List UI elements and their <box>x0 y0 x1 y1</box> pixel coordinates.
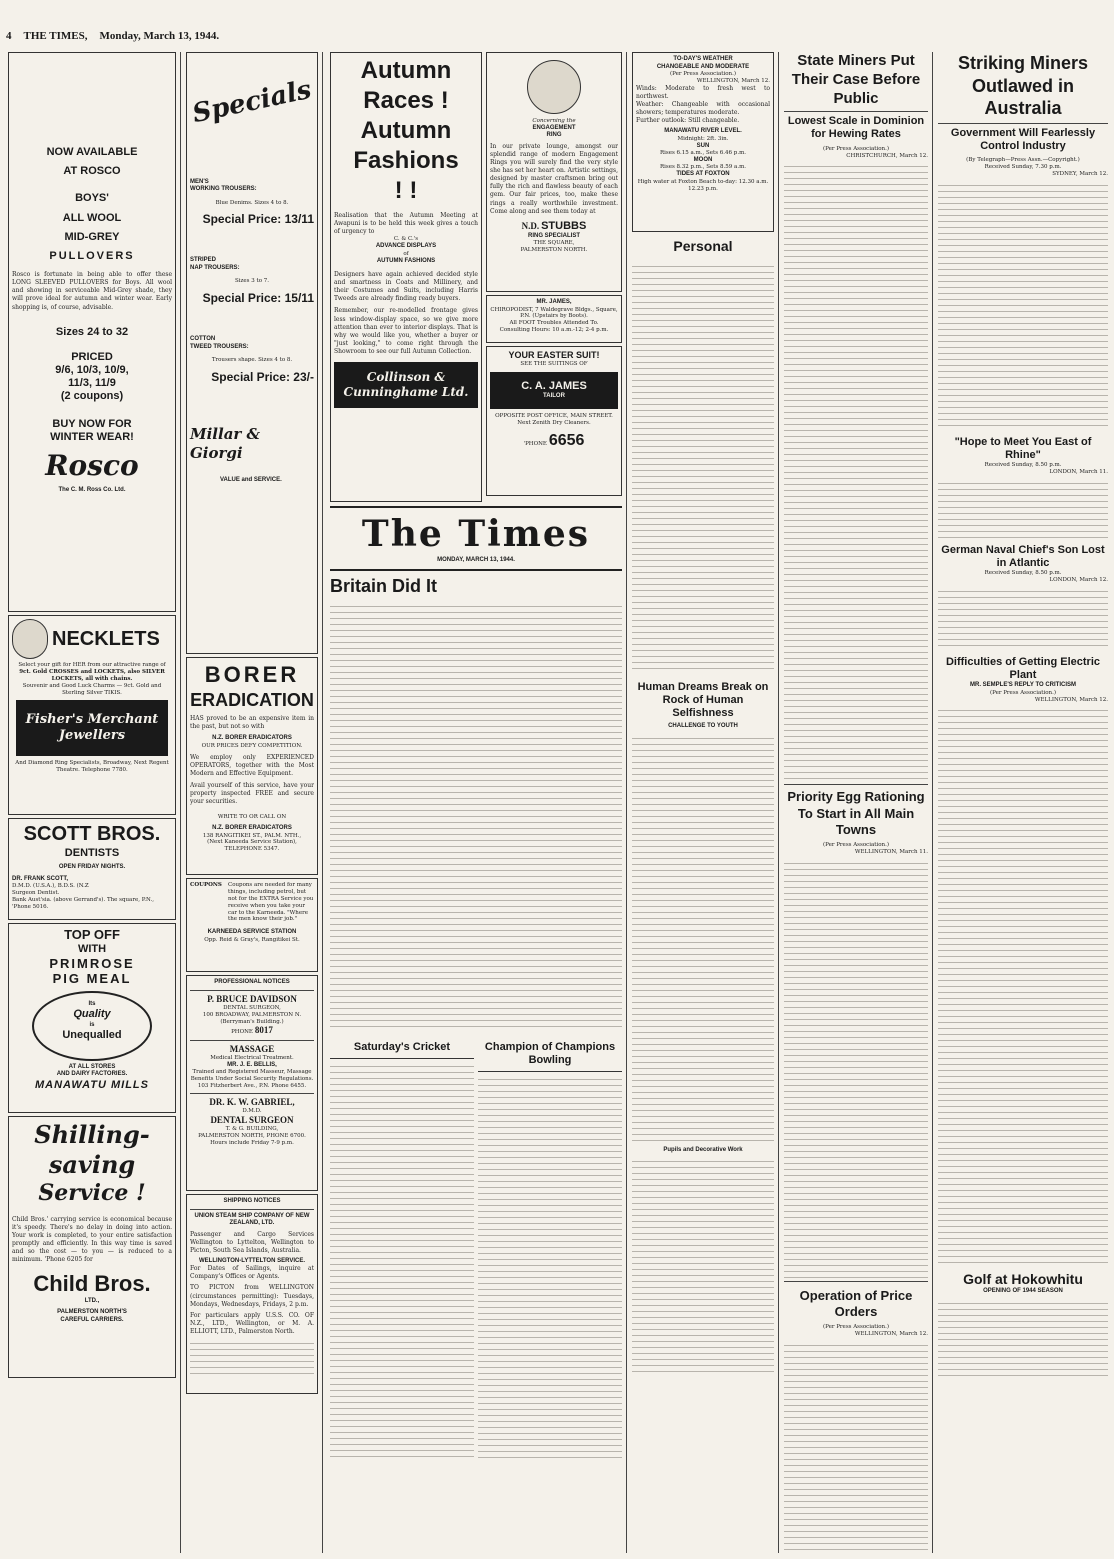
coupons-label: COUPONS <box>190 882 222 888</box>
mens-price: Special Price: 13/11 <box>202 212 314 227</box>
autumn-line3: Autumn <box>360 117 452 144</box>
rosco-ad <box>8 52 176 612</box>
autumn-co: C. & C.'s <box>393 236 419 243</box>
engagement-line3: RING <box>546 132 562 139</box>
borer-cta: WRITE TO OR CALL ON <box>217 814 287 821</box>
pigmeal-line4: PIG MEAL <box>52 971 132 987</box>
cricket-article <box>330 1037 474 1464</box>
rosco-line1: NOW AVAILABLE <box>46 146 138 158</box>
davidson-name: P. BRUCE DAVIDSON <box>207 993 297 1004</box>
necklets-ad <box>8 615 176 815</box>
column-5 <box>784 52 928 1553</box>
dentists-hours: OPEN FRIDAY NIGHTS. <box>58 864 126 871</box>
badge-line4: Unequalled <box>62 1029 122 1042</box>
rhine-body <box>938 478 1108 538</box>
column-rule <box>322 52 323 1553</box>
editorial-body <box>330 601 622 1031</box>
dentists-addr: Bank Aust'sia. (above Gerrand's). The square, P.N., 'Phone 5016. <box>12 896 155 910</box>
tides-val: High water at Foxton Beach to-day: 12.30 a.m. 12.23 p.m. <box>637 178 769 192</box>
page-masthead <box>6 30 606 48</box>
borer-body: HAS proved to be an expensive item in the past, but not so with <box>190 715 314 731</box>
naval-received: Received Sunday, 8.50 p.m. <box>984 570 1062 576</box>
egg-body <box>784 858 928 1278</box>
issue-date: Monday, March 13, 1944. <box>99 30 220 42</box>
specials-ad <box>186 52 318 654</box>
page-number: 4 <box>6 30 12 42</box>
engagement-line2: ENGAGEMENT <box>532 124 576 131</box>
dentists-sub: DENTISTS <box>64 847 120 859</box>
column-6 <box>938 52 1108 1553</box>
rosco-line2: AT ROSCO <box>63 165 121 178</box>
price-body <box>784 1340 928 1553</box>
gabriel-hours: Hours include Friday 7-9 p.m. <box>210 1140 294 1146</box>
borer-body2: We employ only EXPERIENCED OPERATORS, together with the Most Modern and Effective Equipment. <box>190 753 314 777</box>
personal-body <box>632 261 774 673</box>
borer-co2: N.Z. BORER ERADICATORS <box>212 825 292 831</box>
autumn-ad <box>330 52 482 502</box>
pigmeal-ad <box>8 923 176 1113</box>
dentists-title: SCOTT BROS. <box>23 823 161 845</box>
james-name: MR. JAMES, <box>536 299 572 305</box>
shipping-service: WELLINGTON-LYTTELTON SERVICE. <box>198 1257 305 1264</box>
plant-place: WELLINGTON, March 12. <box>1034 696 1108 703</box>
dentists-name: DR. FRANK SCOTT, <box>12 875 68 882</box>
borer-co-sub: OUR PRICES DEFY COMPETITION. <box>201 742 303 749</box>
rhine-place: LONDON, March 11. <box>1049 468 1108 475</box>
rhine-title: "Hope to Meet You East of Rhine" <box>954 435 1092 461</box>
miners-body <box>784 161 928 781</box>
shipping-body2: For Dates of Sailings, inquire at Company's Offices or Agents. <box>190 1265 314 1281</box>
striking-title: Striking Miners Outlawed in Australia <box>957 53 1089 118</box>
james-role: CHIROPODIST, 7 Waldegrave Bldgs., Square, P.N. (Upstairs by Boots). <box>490 306 618 320</box>
column-rule <box>180 52 181 1553</box>
rosco-priced: PRICED <box>71 350 113 363</box>
rosco-sizes: Sizes 24 to 32 <box>55 325 129 338</box>
weather-source: (Per Press Association.) <box>670 71 736 77</box>
column-rule <box>932 52 933 1553</box>
borer-body3: Avail yourself of this service, have your property inspected FREE and secure your securities. <box>190 781 314 806</box>
weather-sub: CHANGEABLE AND MODERATE <box>656 63 750 70</box>
pupils-body <box>632 1156 774 1376</box>
autumn-fashions: AUTUMN FASHIONS <box>376 257 436 264</box>
paper-name: THE TIMES, <box>23 30 88 42</box>
massage-who: MR. J. E. BELLIS, <box>227 1061 277 1068</box>
massage-addr: 103 Fitzherbert Ave., P.N. Phone 6455. <box>197 1083 307 1089</box>
badge-line1: Its <box>88 1000 96 1007</box>
gabriel-name: DR. K. W. GABRIEL, <box>209 1096 295 1107</box>
naval-title: German Naval Chief's Son Lost in Atlantic <box>941 543 1105 569</box>
gabriel-addr: PALMERSTON NORTH, PHONE 6700. <box>198 1133 306 1140</box>
sun-title: SUN <box>696 142 710 149</box>
suit-addr2: Next Zenith Dry Cleaners. <box>517 419 591 426</box>
childbros-line2: saving <box>48 1150 136 1179</box>
mens-label2: WORKING TROUSERS: <box>190 186 257 192</box>
davidson-bldg: (Berryman's Building.) <box>220 1018 284 1025</box>
professional-notices <box>186 975 318 1191</box>
davidson-addr: 100 BROADWAY, PALMERSTON N. <box>202 1011 302 1018</box>
column-rule <box>626 52 627 1553</box>
column-2 <box>186 52 318 1553</box>
engagement-body: In our private lounge, amongst our splendid range of modern Engagement Rings you will surely find the very style she has set her heart on. Artistic settings, designed by master craftsmen bring out fully the rich and flawless beauty of each gem. Our fair prices, too, make these rings a really worthwhile investment. Come along and see them today at <box>490 142 618 215</box>
rosco-prices2: 11/3, 11/9 <box>68 377 116 390</box>
tides-title: TIDES AT FOXTON <box>676 171 730 178</box>
necklets-line1: 9ct. Gold CROSSES and LOCKETS, also SILVER LOCKETS, all with chains. <box>19 668 165 682</box>
stubbs-addr: THE SQUARE, <box>533 240 575 247</box>
human-sub: CHALLENGE TO YOUTH <box>668 723 738 730</box>
childbros-line1: Shilling- <box>34 1120 150 1149</box>
necklets-sub: Select your gift for HER from our attractive range of <box>18 662 166 668</box>
price-place: WELLINGTON, March 12. <box>854 1331 928 1338</box>
shipping-info: For particulars apply U.S.S. CO. OF N.Z., LTD., Wellington, or M. A. ELLIOTT, LTD., Palmerston North. <box>190 1311 314 1335</box>
pigmeal-stores: AT ALL STORES <box>68 1063 116 1070</box>
times-masthead <box>330 506 622 571</box>
striking-place: SYDNEY, March 12. <box>1052 170 1108 177</box>
bowling-title: Champion of Champions Bowling <box>478 1037 622 1072</box>
rosco-line5: MID-GREY <box>64 230 120 243</box>
borer-addr: 138 RANGITIKEI ST., PALM. NTH., <box>202 832 302 839</box>
rosco-cta2: WINTER WEAR! <box>50 430 134 443</box>
striking-source: (By Telegraph—Press Assn.—Copyright.) <box>966 156 1080 163</box>
price-title: Operation of Price Orders <box>799 1287 913 1320</box>
golf-body <box>938 1298 1108 1378</box>
rosco-body: Rosco is fortunate in being able to offer these LONG SLEEVED PULLOVERS for Boys. All wool and showing in serviceable Mid-Grey shade, they will prove ideal for autumn and winter wear. Early shopping is, of course, advisable. <box>12 271 172 311</box>
shipping-co: UNION STEAM SHIP COMPANY OF NEW ZEALAND, LTD. <box>194 1212 310 1226</box>
specials-tag: VALUE and SERVICE. <box>220 476 282 483</box>
necklet-illustration-icon <box>12 619 48 659</box>
shipping-notices <box>186 1194 318 1394</box>
borer-ad <box>186 657 318 875</box>
miners-place: CHRISTCHURCH, March 12. <box>846 152 928 159</box>
borer-co: N.Z. BORER ERADICATORS <box>212 735 292 742</box>
rosco-logo: Rosco <box>45 448 139 482</box>
davidson-phone-label: PHONE <box>231 1029 253 1036</box>
miners-title: State Miners Put Their Case Before Public <box>791 52 921 107</box>
badge-line2: Quality <box>73 1008 111 1021</box>
personal-title: Personal <box>673 238 733 254</box>
mens-label: MEN'S <box>190 178 209 185</box>
autumn-body3: Remember, our re-modelled frontage gives less window-display space, so we give more attention than ever to interior displays. That is why we would like you, whether a buyer or "just looking," to come right through the Showroom to see our full Autumn Collection. <box>334 307 478 355</box>
karneeda-station: KARNEEDA SERVICE STATION <box>207 929 297 936</box>
striking-received: Received Sunday, 7.30 p.m. <box>984 163 1062 170</box>
column-1 <box>8 52 176 1553</box>
weather-winds: Winds: Moderate to fresh west to northwest. <box>636 84 770 100</box>
moon-val: Rises 8.32 p.m., Sets 8.59 a.m. <box>659 164 747 171</box>
autumn-line5: ! ! <box>394 177 418 204</box>
autumn-line1: Autumn <box>360 57 452 84</box>
weather-outlook: Further outlook: Still changeable. <box>636 117 740 125</box>
dentists-role: Surgeon Dentist. <box>12 890 60 897</box>
miners-sub: Lowest Scale in Dominion for Hewing Rates <box>787 115 925 141</box>
naval-place: LONDON, March 12. <box>1049 576 1108 583</box>
egg-title: Priority Egg Rationing To Start in All Main Towns <box>787 789 925 837</box>
suit-sub: SEE THE SUITINGS OF <box>520 361 588 368</box>
borer-title2: ERADICATION <box>190 689 314 710</box>
cotton-label2: TWEED TROUSERS: <box>190 343 249 350</box>
professional-title: PROFESSIONAL NOTICES <box>214 979 290 985</box>
weather-weather: Weather: Changeable with occasional showers; temperatures moderate. <box>636 100 770 117</box>
stubbs-logo1: N.D. <box>521 220 540 231</box>
childbros-ltd: LTD., <box>84 1297 100 1304</box>
rhine-received: Received Sunday, 8.50 p.m. <box>984 461 1062 468</box>
moon-title: MOON <box>693 156 713 163</box>
column-4 <box>632 52 774 1553</box>
egg-place: WELLINGTON, March 11. <box>854 849 928 855</box>
stubbs-addr2: PALMERSTON NORTH. <box>520 247 588 254</box>
col3-right-ads <box>486 52 622 502</box>
plant-title: Difficulties of Getting Electric Plant <box>945 655 1101 681</box>
childbros-name: Child Bros. <box>33 1271 151 1297</box>
shipping-picton: TO PICTON from WELLINGTON (circumstances permitting): Tuesdays, Mondays, Wednesdays, Fridays, 2 p.m. <box>190 1284 314 1308</box>
specials-logo: Specials <box>189 74 315 130</box>
weather-title: TO-DAY'S WEATHER <box>673 56 733 62</box>
price-source: (Per Press Association.) <box>823 1324 889 1331</box>
striped-desc: Sizes 3 to 7. <box>234 278 269 285</box>
pupils-title: Pupils and Decorative Work <box>663 1146 743 1153</box>
karneeda-addr: Opp. Reid & Gray's, Rangitikei St. <box>204 936 300 943</box>
suit-phone: 6656 <box>548 431 585 449</box>
rosco-line3: BOYS' <box>75 192 109 205</box>
times-logo: The Times <box>361 513 591 555</box>
suit-role: TAILOR <box>543 393 565 400</box>
ring-illustration-icon <box>527 60 581 114</box>
childbros-body: Child Bros.' carrying service is economical because it's speedy. There's no delay in doing into action. Your work is completed, to your entire satisfaction promptly and efficiently. In this way time is saved and so the cost — to you — is reduced to a minimum. 'Phone 6205 for <box>12 1215 172 1263</box>
column-3 <box>330 52 622 1553</box>
borer-tel: TELEPHONE 5347. <box>224 846 280 853</box>
autumn-line2: Races ! <box>363 87 449 114</box>
stubbs-logo2: STUBBS <box>541 219 587 232</box>
autumn-displays: ADVANCE DISPLAYS <box>375 243 437 250</box>
cotton-label: COTTON <box>190 336 216 343</box>
rosco-prices1: 9/6, 10/3, 10/9, <box>55 363 129 376</box>
weather-place: WELLINGTON, March 12. <box>696 77 770 84</box>
james-body: All FOOT Troubles Attended To. <box>509 320 599 327</box>
millar-giorgi-logo: Millar & Giorgi <box>190 425 261 462</box>
james-ad <box>486 295 622 343</box>
autumn-body2: Designers have again achieved decided style and smartness in Coats and Millinery, and their Costumes and Suits, including Harris Tweeds are already finding ready buyers. <box>334 271 478 303</box>
fishers-logo: Fisher's Merchant Jewellers <box>16 700 168 756</box>
plant-sub: MR. SEMPLE'S REPLY TO CRITICISM <box>970 682 1076 689</box>
rosco-coupons: (2 coupons) <box>60 390 124 403</box>
autumn-line4: Fashions <box>353 147 459 174</box>
childbros-line3: Service ! <box>38 1180 146 1206</box>
naval-body <box>938 586 1108 650</box>
shipping-body: Passenger and Cargo Services Wellington to Lyttelton, Wellington to Picton, South Sea Islands, Australia. <box>190 1230 314 1254</box>
suit-title: YOUR EASTER SUIT! <box>508 350 600 360</box>
dentists-ad <box>8 818 176 920</box>
autumn-of: of <box>403 250 409 257</box>
weather-box <box>632 52 774 232</box>
davidson-role: DENTAL SURGEON, <box>223 1004 281 1011</box>
column-rule <box>778 52 779 1553</box>
stubbs-logo3: RING SPECIALIST <box>527 232 580 239</box>
childbros-place: PALMERSTON NORTH'S <box>57 1309 127 1316</box>
striped-label: STRIPED <box>190 257 217 264</box>
gabriel-role: DENTAL SURGEON <box>210 1115 294 1125</box>
times-date: MONDAY, MARCH 13, 1944. <box>437 557 515 563</box>
badge-line3: is <box>89 1021 95 1028</box>
gabriel-quals: D.M.D. <box>242 1108 262 1115</box>
borer-addr2: (Next Kaneeda Service Station), <box>207 839 297 846</box>
pigmeal-line1: TOP OFF <box>64 927 120 942</box>
human-title: Human Dreams Break on Rock of Human Selfishness <box>637 680 769 720</box>
river-title: MANAWATU RIVER LEVEL. <box>664 128 742 135</box>
rosco-line4: ALL WOOL <box>62 211 122 224</box>
necklets-footer: And Diamond Ring Specialists, Broadway, Next Regent Theatre. Telephone 7780. <box>15 760 169 774</box>
plant-body <box>938 705 1108 1265</box>
golf-title: Golf at Hokowhitu <box>963 1271 1083 1288</box>
striped-label2: NAP TROUSERS: <box>190 264 240 271</box>
striking-sub: Government Will Fearlessly Control Industry <box>950 126 1096 152</box>
suit-addr: OPPOSITE POST OFFICE, MAIN STREET. <box>495 412 613 419</box>
rosco-company: The C. M. Ross Co. Ltd. <box>58 486 126 493</box>
egg-source: (Per Press Association.) <box>823 842 889 849</box>
mens-desc: Blue Denims. Sizes 4 to 8. <box>215 199 289 206</box>
quality-badge <box>32 991 152 1061</box>
pigmeal-line3: PRIMROSE <box>49 955 135 971</box>
sun-val: Rises 6.15 a.m., Sets 6.46 p.m. <box>659 150 747 157</box>
human-body <box>632 733 774 1143</box>
dentists-quals: D.M.D. (U.S.A.), B.D.S. (N.Z <box>12 883 89 890</box>
necklets-title: NECKLETS <box>52 627 160 650</box>
massage-desc: Trained and Registered Masseur, Massage Benefits Under Social Security Regulations. <box>190 1069 314 1083</box>
james-hours: Consulting Hours: 10 a.m.-12; 2-4 p.m. <box>499 327 609 334</box>
striped-price: Special Price: 15/11 <box>202 291 314 306</box>
cricket-title: Saturday's Cricket <box>330 1037 474 1059</box>
cotton-price: Special Price: 23/- <box>211 370 314 385</box>
engagement-ad <box>486 52 622 292</box>
miners-source: (Per Press Association.) <box>823 145 889 152</box>
pigmeal-dairy: AND DAIRY FACTORIES. <box>56 1071 128 1078</box>
bowling-article <box>478 1037 622 1464</box>
davidson-phone: 8017 <box>254 1025 273 1036</box>
cotton-desc: Trousers shape. Sizes 4 to 8. <box>211 357 293 364</box>
pigmeal-line2: WITH <box>77 942 107 955</box>
childbros-ad <box>8 1116 176 1378</box>
engagement-line1: Concerning the <box>532 118 576 124</box>
coupons-text: Coupons are needed for many things, including petrol, but not for the EXTRA Service you receive when you take your car to the Karneeda. "Where the men know their job." <box>228 882 314 923</box>
coupons-ad <box>186 878 318 972</box>
editorial-title: Britain Did It <box>330 575 437 596</box>
collinson-logo: Collinson & Cunninghame Ltd. <box>334 362 478 408</box>
suit-phone-label: 'PHONE <box>523 440 547 447</box>
rosco-cta1: BUY NOW FOR <box>52 417 132 430</box>
suit-ad <box>486 346 622 496</box>
borer-title: BORER <box>204 662 300 687</box>
childbros-tag: CAREFUL CARRIERS. <box>60 1316 124 1323</box>
shipping-title: SHIPPING NOTICES <box>223 1198 281 1204</box>
necklets-line2: Souvenir and Good Luck Charms — 9ct. Gold and Sterling Silver TIKIS. <box>22 682 162 696</box>
manawatu-mills-logo: MANAWATU MILLS <box>34 1078 149 1091</box>
plant-source: (Per Press Association.) <box>990 689 1056 696</box>
suit-name: C. A. JAMES <box>521 380 587 393</box>
striking-body <box>938 180 1108 430</box>
massage-sub: Medical Electrical Treatment. <box>210 1054 294 1061</box>
golf-sub: OPENING OF 1944 SEASON <box>983 1288 1063 1295</box>
massage-title: MASSAGE <box>229 1043 275 1054</box>
rosco-line6: PULLOVERS <box>49 249 135 262</box>
gabriel-bldg: T. & G. BUILDING, <box>225 1126 279 1133</box>
river-val: Midnight: 2ft. 3in. <box>677 135 729 142</box>
autumn-body: Realisation that the Autumn Meeting at Awapuni is to be held this week gives a touch of urgency to <box>334 212 478 236</box>
